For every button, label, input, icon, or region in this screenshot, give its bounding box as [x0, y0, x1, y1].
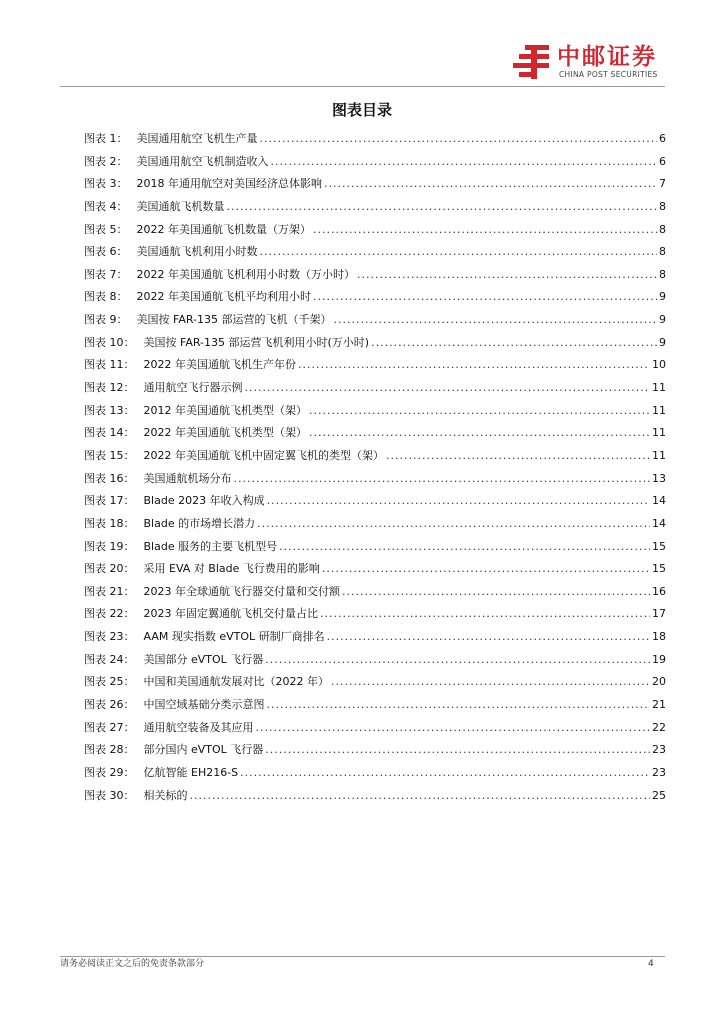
- toc-dot-leader: [298, 354, 650, 377]
- toc-entry[interactable]: [84, 581, 666, 604]
- toc-entry[interactable]: [84, 603, 666, 626]
- toc-dot-leader: [334, 309, 658, 332]
- toc-entry-title: 部分国内 eVTOL 飞行器: [143, 743, 264, 757]
- toc-dot-leader: [190, 785, 651, 808]
- toc-entry-page: 11: [652, 426, 666, 440]
- toc-entry-number: 图表 22：: [84, 607, 135, 621]
- toc-entry-page: 19: [652, 652, 666, 666]
- toc-entry-title: 2022 年美国通航飞机数量（万架）: [136, 222, 311, 236]
- toc-entry-title: 美国通航飞机数量: [136, 199, 225, 213]
- toc-entry-number: 图表 15：: [84, 448, 135, 462]
- toc-entry[interactable]: [84, 354, 666, 377]
- toc-entry-page: 20: [652, 675, 666, 689]
- toc-entry-page: 22: [652, 720, 666, 734]
- header-divider: [60, 86, 665, 87]
- toc-dot-leader: [320, 603, 650, 626]
- toc-entry-title: 2023 年全球通航飞行器交付量和交付额: [143, 584, 340, 598]
- toc-entry[interactable]: [84, 332, 666, 355]
- toc-entry-title: 通用航空装备及其应用: [143, 720, 254, 734]
- toc-dot-leader: [260, 128, 658, 151]
- toc-entry[interactable]: [84, 694, 666, 717]
- toc-entry[interactable]: [84, 128, 666, 151]
- toc-dot-leader: [234, 468, 651, 491]
- toc-entry[interactable]: [84, 558, 666, 581]
- toc-entry[interactable]: [84, 490, 666, 513]
- toc-entry-title: 美国按 FAR-135 部运营的飞机（千架）: [136, 313, 332, 327]
- toc-entry-number: 图表 12：: [84, 381, 135, 395]
- toc-entry-number: 图表 7：: [84, 267, 128, 281]
- toc-entry-page: 11: [652, 448, 666, 462]
- toc-entry-title: 2022 年美国通航飞机利用小时数（万小时）: [136, 267, 355, 281]
- toc-entry-title: 中国空域基础分类示意图: [143, 698, 265, 712]
- toc-dot-leader: [257, 513, 650, 536]
- toc-title: 图表目录: [331, 101, 392, 119]
- toc-entry-page: 14: [652, 516, 666, 530]
- toc-entry[interactable]: [84, 649, 666, 672]
- toc-entry[interactable]: [84, 286, 666, 309]
- toc-list: [84, 128, 666, 807]
- page-header: [0, 0, 724, 90]
- toc-dot-leader: [240, 762, 650, 785]
- toc-entry-page: 9: [659, 335, 666, 349]
- toc-dot-leader: [271, 151, 658, 174]
- toc-entry-page: 15: [652, 562, 666, 576]
- toc-entry[interactable]: [84, 626, 666, 649]
- toc-entry-number: 图表 3：: [84, 177, 128, 191]
- toc-dot-leader: [322, 558, 650, 581]
- toc-dot-leader: [256, 717, 651, 740]
- toc-entry-page: 16: [652, 584, 666, 598]
- toc-entry-number: 图表 26：: [84, 698, 135, 712]
- toc-entry-number: 图表 20：: [84, 562, 135, 576]
- toc-entry-page: 8: [659, 267, 666, 281]
- toc-entry-page: 13: [652, 471, 666, 485]
- toc-entry-number: 图表 6：: [84, 245, 128, 259]
- toc-entry-number: 图表 21：: [84, 584, 135, 598]
- toc-entry-number: 图表 30：: [84, 788, 135, 802]
- toc-entry[interactable]: [84, 468, 666, 491]
- toc-entry-title: 中国和美国通航发展对比（2022 年）: [143, 675, 329, 689]
- toc-entry-title: 美国部分 eVTOL 飞行器: [143, 652, 264, 666]
- toc-dot-leader: [245, 377, 651, 400]
- toc-entry[interactable]: [84, 219, 666, 242]
- toc-entry-page: 18: [652, 630, 666, 644]
- toc-entry-title: 2022 年美国通航飞机中固定翼飞机的类型（架）: [143, 448, 384, 462]
- toc-entry-number: 图表 16：: [84, 471, 135, 485]
- toc-dot-leader: [313, 219, 657, 242]
- toc-entry-page: 17: [652, 607, 666, 621]
- toc-entry-page: 8: [659, 222, 666, 236]
- toc-entry-title: 通用航空飞行器示例: [143, 381, 243, 395]
- toc-entry-page: 10: [652, 358, 666, 372]
- toc-entry-title: 2023 年固定翼通航飞机交付量占比: [143, 607, 318, 621]
- toc-entry-page: 6: [659, 154, 666, 168]
- toc-entry-number: 图表 24：: [84, 652, 135, 666]
- toc-entry-page: 9: [659, 290, 666, 304]
- toc-dot-leader: [386, 445, 650, 468]
- toc-entry-page: 23: [652, 765, 666, 779]
- toc-entry-title: 2018 年通用航空对美国经济总体影响: [136, 177, 322, 191]
- toc-entry[interactable]: [84, 400, 666, 423]
- toc-dot-leader: [267, 694, 651, 717]
- toc-entry-number: 图表 18：: [84, 516, 135, 530]
- toc-dot-leader: [313, 286, 657, 309]
- toc-entry-number: 图表 23：: [84, 630, 135, 644]
- toc-entry-number: 图表 5：: [84, 222, 128, 236]
- toc-dot-leader: [331, 671, 650, 694]
- footer-divider: [60, 956, 665, 957]
- toc-dot-leader: [371, 332, 657, 355]
- toc-entry-number: 图表 17：: [84, 494, 135, 508]
- toc-entry-page: 9: [659, 313, 666, 327]
- page-number: 4: [648, 959, 654, 969]
- toc-entry-title: 采用 EVA 对 Blade 飞行费用的影响: [143, 562, 320, 576]
- toc-entry[interactable]: [84, 445, 666, 468]
- toc-entry-title: 2022 年美国通航飞机类型（架）: [143, 426, 307, 440]
- toc-entry[interactable]: [84, 173, 666, 196]
- toc-entry[interactable]: [84, 762, 666, 785]
- toc-entry-page: 7: [659, 177, 666, 191]
- toc-dot-leader: [309, 400, 650, 423]
- toc-dot-leader: [279, 536, 650, 559]
- toc-entry-number: 图表 14：: [84, 426, 135, 440]
- toc-entry[interactable]: [84, 264, 666, 287]
- brand-name-cn: 中邮证券: [557, 44, 657, 70]
- toc-entry[interactable]: [84, 785, 666, 808]
- toc-entry-number: 图表 28：: [84, 743, 135, 757]
- toc-dot-leader: [267, 490, 650, 513]
- toc-dot-leader: [265, 649, 650, 672]
- toc-dot-leader: [265, 739, 650, 762]
- toc-entry-number: 图表 9：: [84, 313, 128, 327]
- toc-entry[interactable]: [84, 671, 666, 694]
- toc-entry-number: 图表 2：: [84, 154, 128, 168]
- toc-entry-page: 11: [652, 381, 666, 395]
- toc-entry[interactable]: [84, 739, 666, 762]
- toc-dot-leader: [227, 196, 658, 219]
- toc-entry-title: 美国通用航空飞机生产量: [136, 132, 258, 145]
- toc-entry-title: Blade 的市场增长潜力: [143, 516, 256, 530]
- toc-entry-title: 亿航智能 EH216-S: [143, 765, 239, 779]
- footer-disclaimer: 请务必阅读正文之后的免责条款部分: [60, 959, 205, 969]
- toc-entry-number: 图表 11：: [84, 358, 135, 372]
- toc-entry-title: 2022 年美国通航飞机生产年份: [143, 358, 296, 372]
- toc-entry[interactable]: [84, 377, 666, 400]
- toc-entry[interactable]: [84, 151, 666, 174]
- toc-entry-title: 相关标的: [143, 788, 188, 802]
- toc-entry-number: 图表 19：: [84, 539, 135, 553]
- toc-entry-number: 图表 8：: [84, 290, 128, 304]
- toc-entry-page: 25: [652, 788, 666, 802]
- toc-entry[interactable]: [84, 513, 666, 536]
- toc-entry-number: 图表 27：: [84, 720, 135, 734]
- toc-dot-leader: [260, 241, 658, 264]
- toc-entry[interactable]: [84, 717, 666, 740]
- toc-entry[interactable]: [84, 536, 666, 559]
- brand-name-en: CHINA POST SECURITIES: [559, 70, 658, 79]
- toc-entry-number: 图表 1：: [84, 132, 128, 145]
- toc-entry-page: 11: [652, 403, 666, 417]
- toc-entry-title: 美国通航机场分布: [143, 471, 232, 485]
- toc-dot-leader: [342, 581, 650, 604]
- toc-entry-page: 15: [652, 539, 666, 553]
- toc-entry-page: 8: [659, 245, 666, 259]
- toc-dot-leader: [309, 422, 650, 445]
- toc-entry-number: 图表 13：: [84, 403, 135, 417]
- toc-entry-title: 美国通用航空飞机制造收入: [136, 154, 269, 168]
- toc-entry-title: 美国通航飞机利用小时数: [136, 245, 258, 259]
- toc-entry-title: AAM 现实指数 eVTOL 研制厂商排名: [143, 630, 325, 644]
- toc-entry-number: 图表 29：: [84, 765, 135, 779]
- toc-entry-page: 8: [659, 199, 666, 213]
- toc-entry[interactable]: [84, 309, 666, 332]
- toc-entry-number: 图表 25：: [84, 675, 135, 689]
- toc-entry-page: 6: [659, 132, 666, 145]
- toc-entry-title: 美国按 FAR-135 部运营飞机利用小时(万小时): [143, 335, 370, 349]
- toc-entry-page: 21: [652, 698, 666, 712]
- china-post-logo-icon: [513, 43, 553, 81]
- toc-entry[interactable]: [84, 422, 666, 445]
- toc-entry-title: 2022 年美国通航飞机平均利用小时: [136, 290, 311, 304]
- toc-entry-number: 图表 10：: [84, 335, 135, 349]
- toc-dot-leader: [327, 626, 650, 649]
- toc-entry-page: 23: [652, 743, 666, 757]
- toc-entry[interactable]: [84, 241, 666, 264]
- toc-dot-leader: [324, 173, 657, 196]
- toc-entry-title: Blade 2023 年收入构成: [143, 494, 265, 508]
- toc-entry-title: 2012 年美国通航飞机类型（架）: [143, 403, 307, 417]
- toc-entry-number: 图表 4：: [84, 199, 128, 213]
- toc-entry[interactable]: [84, 196, 666, 219]
- toc-entry-page: 14: [652, 494, 666, 508]
- toc-dot-leader: [357, 264, 657, 287]
- toc-entry-title: Blade 服务的主要飞机型号: [143, 539, 278, 553]
